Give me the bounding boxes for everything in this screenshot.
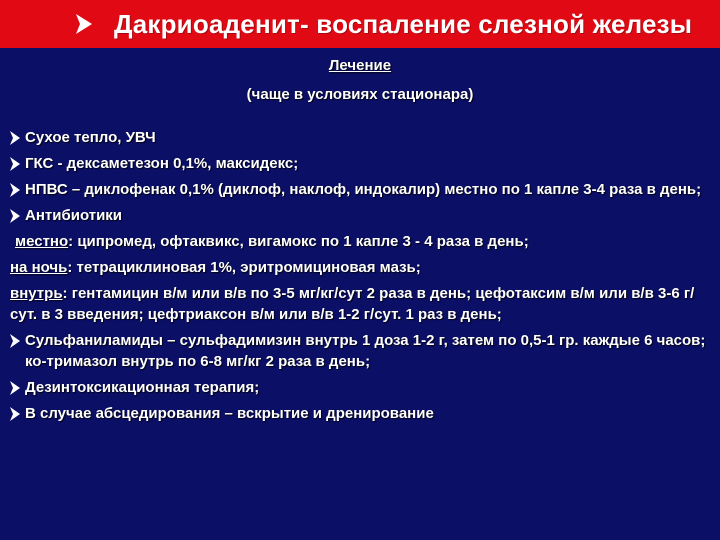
title-bar <box>0 0 720 48</box>
list-item: НПВС – диклофенак 0,1% (диклоф, наклоф, индокалир) местно по 1 капле 3-4 раза в день; <box>10 179 710 200</box>
arrowhead-bullet-icon <box>10 403 25 424</box>
antibiotics-local: местно: ципромед, офтаквикс, вигамокс по 1 капле 3 - 4 раза в день; <box>15 233 529 250</box>
arrowhead-bullet-icon <box>10 153 25 174</box>
arrowhead-bullet-icon <box>76 14 92 34</box>
route-label-oral: внутрь <box>10 285 63 302</box>
antibiotics-night: на ночь: тетрациклиновая 1%, эритромициновая мазь; <box>10 259 421 276</box>
slide-title: Дакриоаденит- воспаление слезной железы <box>114 8 693 39</box>
section-subheading: (чаще в условиях стационара) <box>246 86 474 103</box>
list-item: Дезинтоксикационная терапия; <box>10 377 710 398</box>
route-label-local: местно <box>15 233 69 250</box>
route-label-night: на ночь <box>10 259 68 276</box>
antibiotics-oral: внутрь: гентамицин в/м или в/в по 3-5 мг/кг/сут 2 раза в день; цефотаксим в/м или в/в 3-6 г/сут. в 3 введения; цефтриаксон в/м или в/в 1-2 г/сут. 1 раз в день; <box>10 285 695 323</box>
arrowhead-bullet-icon <box>10 377 25 398</box>
arrowhead-bullet-icon <box>10 179 25 200</box>
slide-body <box>10 55 710 429</box>
arrowhead-bullet-icon <box>10 330 25 351</box>
list-item: В случае абсцедирования – вскрытие и дренирование <box>10 403 710 424</box>
section-heading: Лечение <box>328 57 392 74</box>
arrowhead-bullet-icon <box>10 205 25 226</box>
list-item: Антибиотики <box>10 205 710 226</box>
arrowhead-bullet-icon <box>10 127 25 148</box>
list-item: ГКС - дексаметезон 0,1%, максидекс; <box>10 153 710 174</box>
list-item: Сухое тепло, УВЧ <box>10 127 710 148</box>
list-item: Сульфаниламиды – сульфадимизин внутрь 1 доза 1-2 г, затем по 0,5-1 гр. каждые 6 часов; ко-тримазол внутрь по 6-8 мг/кг 2 раза в день; <box>10 330 710 372</box>
